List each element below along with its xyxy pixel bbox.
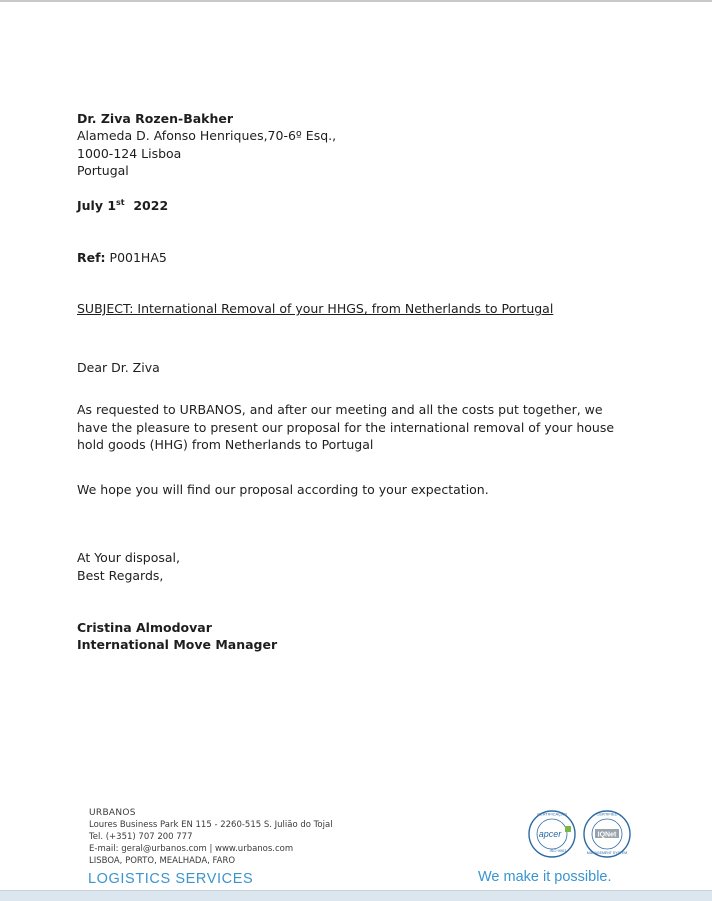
footer-address: Loures Business Park EN 115 - 2260-515 S. Julião do Tojal	[89, 820, 333, 830]
footer-company-info	[89, 807, 333, 867]
recipient-address-line1: Alameda D. Afonso Henriques,70-6º Esq.,	[77, 128, 337, 143]
closing-line-1: At Your disposal,	[77, 550, 180, 565]
certification-seals	[528, 808, 632, 860]
signature-title: International Move Manager	[77, 637, 278, 652]
svg-text:CERTIFICAÇÃO: CERTIFICAÇÃO	[537, 811, 567, 817]
recipient-name: Dr. Ziva Rozen-Bakher	[77, 111, 234, 126]
footer-company-name: URBANOS	[89, 808, 136, 818]
date-year: 2022	[133, 198, 169, 213]
reference	[77, 249, 167, 266]
apcer-seal-icon	[529, 811, 575, 857]
closing-line-2: Best Regards,	[77, 568, 164, 583]
salutation: Dear Dr. Ziva	[77, 360, 160, 375]
iqnet-logo: IQNet	[597, 831, 617, 839]
svg-text:MANAGEMENT SYSTEM: MANAGEMENT SYSTEM	[586, 851, 628, 855]
apcer-logo: apcer	[538, 829, 562, 839]
page-top-border	[0, 0, 712, 2]
recipient-address-line2: 1000-124 Lisboa	[77, 146, 182, 161]
date-month-day: July 1	[77, 198, 117, 213]
body-paragraph-2: We hope you will find our proposal according to your expectation.	[77, 482, 489, 497]
body-paragraph-1: As requested to URBANOS, and after our meeting and all the costs put together, we have the pleasure to present our proposal for the international removal of your house hold goods (HHG) from Netherlands to Portugal	[77, 402, 615, 452]
reference-label: Ref:	[77, 250, 106, 265]
date-suffix: st	[116, 198, 125, 207]
svg-text:CERTIFIED: CERTIFIED	[596, 811, 618, 817]
footer-contact: E-mail: geral@urbanos.com | www.urbanos.com	[89, 844, 294, 854]
recipient-country: Portugal	[77, 163, 129, 178]
footer-slogan: We make it possible.	[478, 869, 612, 885]
footer-locations: LISBOA, PORTO, MEALHADA, FARO	[89, 856, 236, 866]
footer-phone: Tel. (+351) 707 200 777	[89, 832, 193, 842]
subject-line: SUBJECT: International Removal of your HHGS, from Netherlands to Portugal	[77, 301, 554, 316]
page-bottom-strip	[0, 890, 712, 901]
svg-text:ISO 9001: ISO 9001	[549, 848, 567, 853]
iqnet-seal-icon	[584, 811, 630, 857]
letter-date	[77, 194, 168, 214]
reference-value: P001HA5	[109, 250, 167, 265]
signature-name: Cristina Almodovar	[77, 620, 212, 635]
footer-logistics-services: LOGISTICS SERVICES	[88, 871, 254, 887]
